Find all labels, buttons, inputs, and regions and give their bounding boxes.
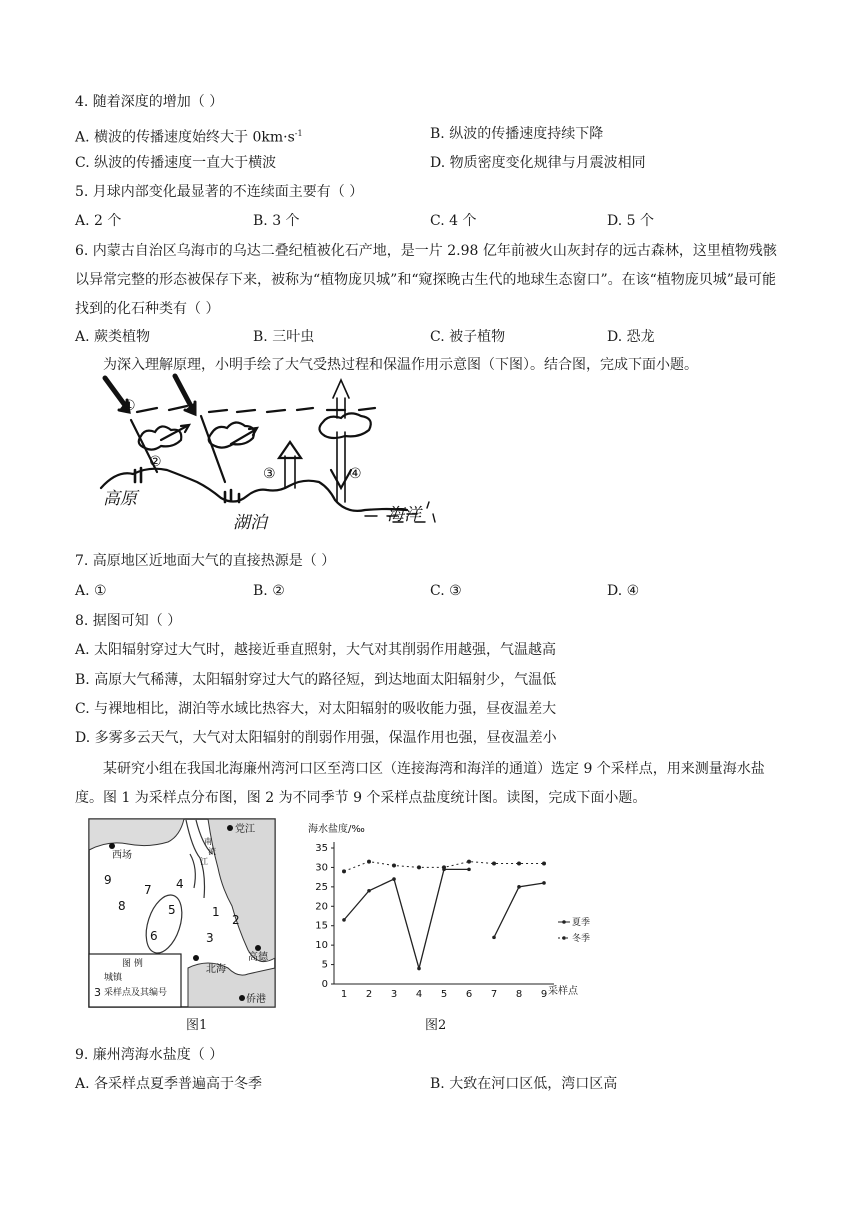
chart-point-winter xyxy=(542,862,546,866)
chart-point-summer xyxy=(392,877,396,881)
city-beihai: 北海 xyxy=(206,964,226,975)
sketch-ocean-label: 海洋 xyxy=(387,505,421,525)
q6-option-c: C. 被子植物 xyxy=(430,329,506,345)
figure-1-caption: 图1 xyxy=(186,1018,208,1033)
intro-salinity: 某研究小组在我国北海廉州湾河口区至湾口区（连接海湾和海洋的通道）选定 9 个采样点，用来测量海水盐度。图 1 为采样点分布图，图 2 为不同季节 9 个采样点盐度统计图。读图，完成下面小题。 xyxy=(75,761,765,806)
q6-option-d: D. 恐龙 xyxy=(607,329,655,345)
q6-option-b: B. 三叶虫 xyxy=(253,329,315,345)
chart-y-tick-label: 0 xyxy=(321,979,328,990)
q4-option-d: D. 物质密度变化规律与月震波相同 xyxy=(430,155,646,171)
chart-point-winter xyxy=(467,860,471,864)
chart-x-tick-label: 3 xyxy=(390,989,398,1000)
sketch-label-3: ③ xyxy=(263,466,276,482)
chart-point-winter xyxy=(392,863,396,867)
chart-ylabel: 海水盐度/‰ xyxy=(308,824,365,835)
q5-option-d: D. 5 个 xyxy=(607,213,654,229)
q4-option-c: C. 纵波的传播速度一直大于横波 xyxy=(75,155,277,171)
q9-option-b: B. 大致在河口区低，湾口区高 xyxy=(430,1076,618,1092)
chart-x-tick-label: 1 xyxy=(340,989,348,1000)
q5-option-c: C. 4 个 xyxy=(430,213,477,229)
chart-y-tick-label: 20 xyxy=(315,901,328,913)
q7-option-b: B. ② xyxy=(253,583,285,599)
legend-label-summer: 夏季 xyxy=(572,918,590,928)
map-point-9: 9 xyxy=(104,873,112,887)
atmosphere-heating-sketch xyxy=(97,370,457,530)
river-label-jiang: 江 xyxy=(200,857,208,866)
chart-point-winter xyxy=(417,865,421,869)
chart-point-winter xyxy=(367,860,371,864)
map-point-3: 3 xyxy=(206,931,214,945)
chart-x-tick-label: 7 xyxy=(490,989,498,1000)
map-point-5: 5 xyxy=(168,903,176,917)
chart-x-tick-label: 5 xyxy=(440,989,448,1000)
q6-option-a: A. 蕨类植物 xyxy=(75,329,151,345)
sampling-point-map xyxy=(88,818,276,1010)
figure-2-caption: 图2 xyxy=(425,1018,447,1033)
legend-label-winter: 冬季 xyxy=(572,934,590,944)
sketch-label-1: ① xyxy=(123,398,136,414)
chart-x-tick-label: 8 xyxy=(515,989,523,1000)
city-xichang: 西场 xyxy=(112,850,132,861)
city-dangjiang: 党江 xyxy=(235,824,255,835)
legend-city-label: 城镇 xyxy=(104,973,123,983)
chart-point-winter xyxy=(442,865,446,869)
chart-point-winter xyxy=(342,869,346,873)
chart-x-tick-label: 4 xyxy=(415,989,423,1000)
map-point-1: 1 xyxy=(212,905,220,919)
q8-option-a: A. 太阳辐射穿过大气时，越接近垂直照射，大气对其削弱作用越强，气温越高 xyxy=(75,642,557,658)
q5-option-b: B. 3 个 xyxy=(253,213,300,229)
q9-stem: 9. 廉州湾海水盐度（ ） xyxy=(75,1047,224,1063)
sketch-label-2: ② xyxy=(149,454,162,470)
city-gaode: 高德 xyxy=(248,952,268,963)
chart-point-summer xyxy=(367,889,371,893)
river-label-nan: 南 xyxy=(204,837,212,846)
q5-stem: 5. 月球内部变化最显著的不连续面主要有（ ） xyxy=(75,184,364,200)
chart-x-tick-label: 6 xyxy=(465,989,473,1000)
q4-stem: 4. 随着深度的增加（ ） xyxy=(75,94,224,110)
chart-point-summer xyxy=(417,967,421,971)
chart-y-tick-label: 25 xyxy=(315,881,328,893)
salinity-chart xyxy=(300,818,590,1010)
legend-title: 图 例 xyxy=(122,959,143,969)
q8-option-d: D. 多雾多云天气，大气对太阳辐射的削弱作用强，保温作用也强，昼夜温差小 xyxy=(75,730,557,746)
sketch-lake-label: 湖泊 xyxy=(233,513,267,530)
legend-point-label: 采样点及其编号 xyxy=(104,988,168,998)
map-point-8: 8 xyxy=(118,899,126,913)
map-point-2: 2 xyxy=(232,913,240,927)
q7-option-d: D. ④ xyxy=(607,583,640,599)
q9-option-a: A. 各采样点夏季普遍高于冬季 xyxy=(75,1076,263,1092)
q7-option-a: A. ① xyxy=(75,583,107,599)
q5-option-a: A. 2 个 xyxy=(75,213,122,229)
chart-point-winter xyxy=(517,862,521,866)
chart-y-tick-label: 35 xyxy=(315,843,328,854)
chart-point-summer xyxy=(542,881,546,885)
q8-stem: 8. 据图可知（ ） xyxy=(75,613,182,629)
sketch-label-4: ④ xyxy=(349,466,362,482)
chart-point-summer xyxy=(517,885,521,889)
chart-point-summer xyxy=(467,868,471,872)
chart-point-winter xyxy=(492,862,496,866)
chart-point-summer xyxy=(492,936,496,940)
chart-series-line-summer xyxy=(344,869,469,968)
chart-point-summer xyxy=(342,918,346,922)
legend-marker xyxy=(562,936,566,940)
intro-atmosphere: 为深入理解原理，小明手绘了大气受热过程和保温作用示意图（下图）。结合图，完成下面小题。 xyxy=(103,357,698,373)
chart-xlabel: 采样点 xyxy=(548,986,578,997)
q4-option-b: B. 纵波的传播速度持续下降 xyxy=(430,126,604,142)
sketch-plateau-label: 高原 xyxy=(103,489,137,509)
chart-x-tick-label: 9 xyxy=(540,989,548,1000)
chart-y-tick-label: 15 xyxy=(315,920,328,932)
map-point-4: 4 xyxy=(176,877,184,891)
chart-series-line-summer xyxy=(494,883,544,937)
q7-option-c: C. ③ xyxy=(430,583,462,599)
chart-y-tick-label: 10 xyxy=(315,940,328,952)
map-point-7: 7 xyxy=(144,883,152,897)
chart-y-tick-label: 30 xyxy=(315,862,328,874)
q4-option-a: A. 横波的传播速度始终大于 $0km\cdot s^{-1}$ xyxy=(75,129,303,146)
q8-option-c: C. 与裸地相比，湖泊等水域比热容大，对太阳辐射的吸收能力强，昼夜温差大 xyxy=(75,701,557,717)
q8-option-b: B. 高原大气稀薄，太阳辐射穿过大气的路径短，到达地面太阳辐射少，气温低 xyxy=(75,672,557,688)
map-point-6: 6 xyxy=(150,929,158,943)
legend-marker xyxy=(562,920,566,924)
q6-stem: 6. 内蒙古自治区乌海市的乌达二叠纪植被化石产地，是一片 2.98 亿年前被火山灰封存的远古森林，这里植物残骸以异常完整的形态被保存下来，被称为“植物庞贝城”和“窥探晚古生代的地球生态窗口”。在该“植物庞贝城”最可能找到的化石种类有（ ） xyxy=(75,243,777,317)
legend-point-sample: 3 xyxy=(94,986,101,999)
river-label-liu: 流 xyxy=(208,847,216,856)
chart-y-tick-label: 5 xyxy=(321,959,328,971)
chart-x-tick-label: 2 xyxy=(365,989,373,1000)
city-qiaogang: 侨港 xyxy=(246,994,266,1005)
q7-stem: 7. 高原地区近地面大气的直接热源是（ ） xyxy=(75,553,336,569)
